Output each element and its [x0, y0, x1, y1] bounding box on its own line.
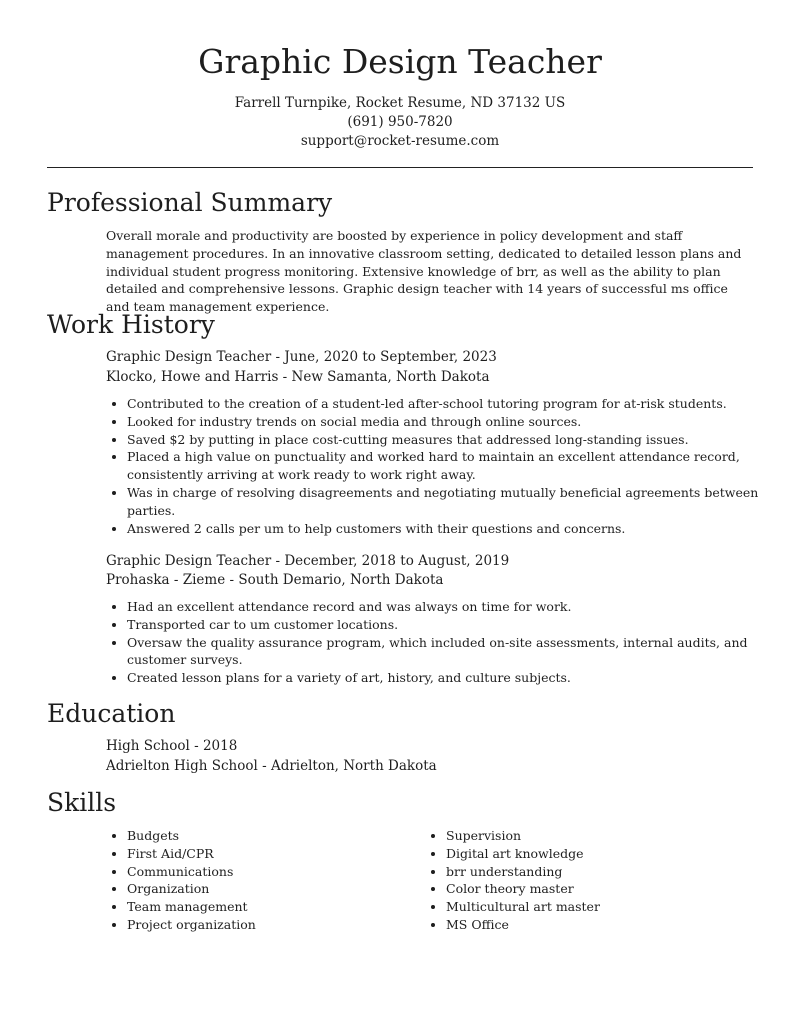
job-2-bullets: [106, 598, 779, 687]
list-item: • Color theory master: [446, 880, 746, 898]
skills-heading: Skills: [47, 788, 117, 817]
job-2-title: Graphic Design Teacher - December, 2018 to August, 2019: [106, 553, 510, 569]
summary-heading: Professional Summary: [47, 188, 333, 217]
list-item: • Looked for industry trends on social media and through online sources.: [127, 413, 779, 431]
list-item: • Oversaw the quality assurance program, which included on-site assessments, internal audits, and customer surveys.: [127, 634, 779, 670]
list-item: • Supervision: [446, 827, 746, 845]
list-item: • Contributed to the creation of a student-led after-school tutoring program for at-risk students.: [127, 395, 779, 413]
list-item: • MS Office: [446, 916, 746, 934]
contact-email: support@rocket-resume.com: [300, 133, 500, 149]
list-item: • Project organization: [127, 916, 427, 934]
list-item: • Multicultural art master: [446, 898, 746, 916]
list-item: • Team management: [127, 898, 427, 916]
list-item: • Organization: [127, 880, 427, 898]
list-item: • Was in charge of resolving disagreements and negotiating mutually beneficial agreements between parties.: [127, 484, 779, 520]
list-item: • First Aid/CPR: [127, 845, 427, 863]
list-item: • Communications: [127, 863, 427, 881]
candidate-name: Graphic Design Teacher: [198, 42, 602, 81]
work-history-heading: Work History: [47, 310, 215, 339]
job-1-company: Klocko, Howe and Harris - New Samanta, North Dakota: [106, 369, 490, 385]
list-item: • Budgets: [127, 827, 427, 845]
list-item: • Placed a high value on punctuality and worked hard to maintain an excellent attendance record, consistently arriving at work ready to work right away.: [127, 448, 779, 484]
education-heading: Education: [47, 699, 176, 728]
list-item: • brr understanding: [446, 863, 746, 881]
header-divider: [47, 167, 753, 168]
skills-list-right: [425, 827, 746, 934]
education-degree: High School - 2018: [106, 738, 238, 754]
skills-list-left: [106, 827, 427, 934]
list-item: • Created lesson plans for a variety of art, history, and culture subjects.: [127, 669, 779, 687]
list-item: • Had an excellent attendance record and was always on time for work.: [127, 598, 779, 616]
summary-text: Overall morale and productivity are boosted by experience in policy development and staff management procedures. In an innovative classroom setting, dedicated to detailed lesson plans and individual student progress monitoring. Extensive knowledge of brr, as well as the ability to plan detailed and comprehensive lessons. Graphic design teacher with 14 years of successful ms office and team management experience.: [106, 228, 742, 315]
education-school: Adrielton High School - Adrielton, North Dakota: [106, 758, 437, 774]
list-item: • Answered 2 calls per um to help customers with their questions and concerns.: [127, 520, 779, 538]
job-1-title: Graphic Design Teacher - June, 2020 to September, 2023: [106, 349, 497, 365]
contact-phone: (691) 950-7820: [347, 114, 453, 130]
job-1-bullets: [106, 395, 779, 537]
list-item: • Saved $2 by putting in place cost-cutting measures that addressed long-standing issues.: [127, 431, 779, 449]
job-2-company: Prohaska - Zieme - South Demario, North Dakota: [106, 572, 444, 588]
contact-address: Farrell Turnpike, Rocket Resume, ND 37132 US: [234, 95, 566, 111]
list-item: • Transported car to um customer locations.: [127, 616, 779, 634]
list-item: • Digital art knowledge: [446, 845, 746, 863]
contact-block: [0, 94, 800, 151]
